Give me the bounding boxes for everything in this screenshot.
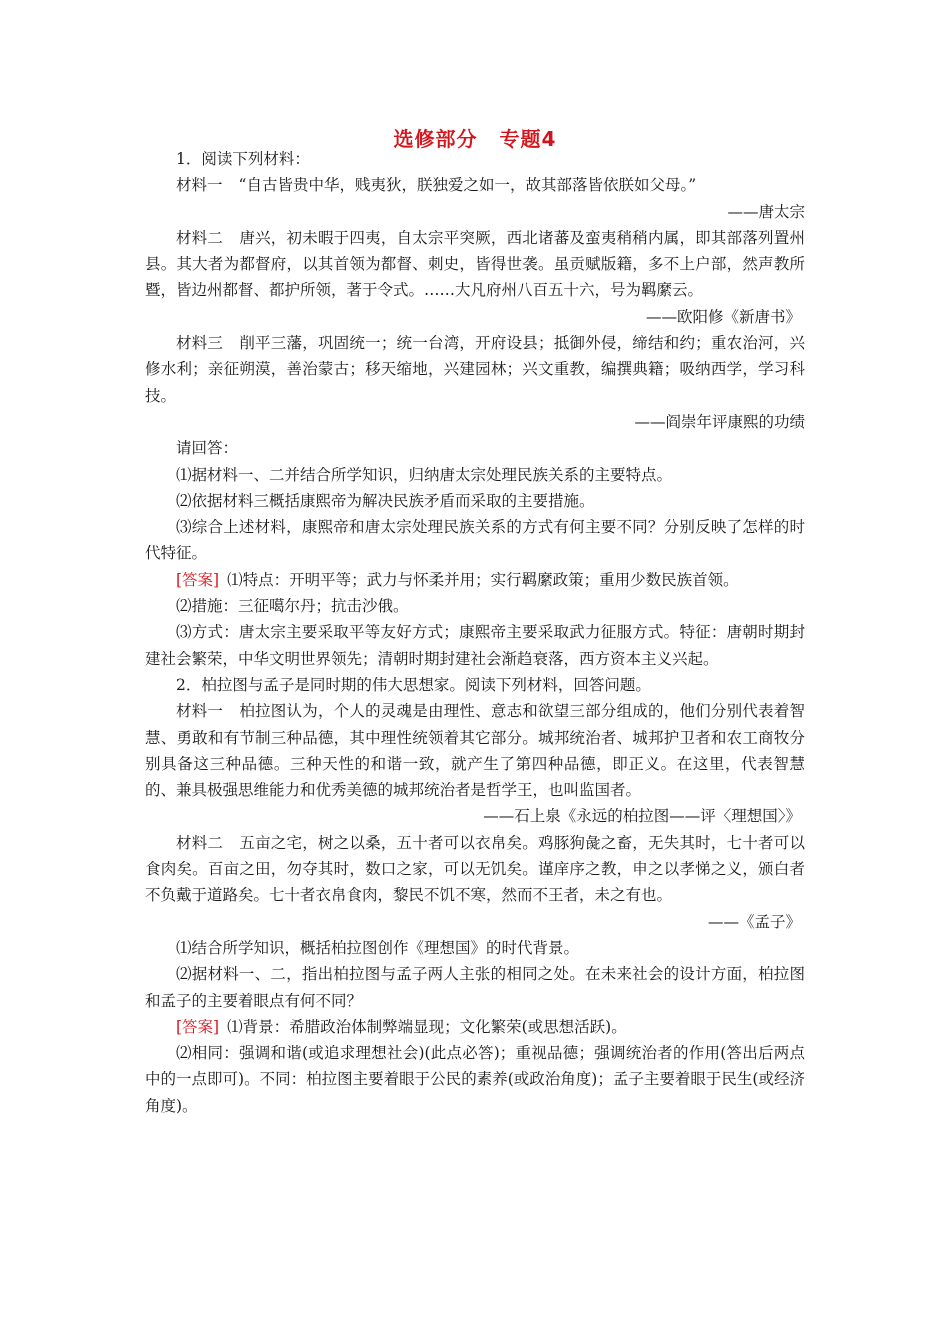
q2-answer-1 — [145, 1014, 805, 1040]
q2-m2-text: 五亩之宅，树之以桑，五十者可以衣帛矣。鸡豚狗彘之畜，无失其时，七十者可以食肉矣。百亩之田，勿夺其时，数口之家，可以无饥矣。谨庠序之教，申之以孝悌之义，颁白者不负戴于道路矣。七十者衣帛食肉，黎民不饥不寒，然而不王者，未之有也。 — [145, 833, 805, 905]
q2-m1-source: ——石上泉《永远的柏拉图——评〈理想国〉》 — [483, 807, 801, 826]
q1-answer-tag: [答案] — [176, 570, 220, 589]
q1-sub-1: ⑴据材料一、二并结合所学知识，归纳唐太宗处理民族关系的主要特点。 — [176, 465, 673, 484]
q1-material-1 — [145, 172, 805, 198]
title-topic: 专题4 — [499, 127, 557, 151]
q1-ans1-text: ⑴特点：开明平等；武力与怀柔并用；实行羁縻政策；重用少数民族首领。 — [227, 570, 739, 589]
q1-ask: 请回答： — [176, 439, 239, 458]
q2-ans1-text: ⑴背景：希腊政治体制弊端显现；文化繁荣(或思想活跃)。 — [227, 1017, 627, 1036]
q1-m1-label: 材料一 — [176, 176, 223, 195]
q1-answer-3: ⑶方式：唐太宗主要采取平等友好方式；康熙帝主要采取武力征服方式。特征：唐朝时期封建社会繁荣，中华文明世界领先；清朝时期封建社会渐趋衰落，西方资本主义兴起。 — [145, 623, 805, 668]
q2-answer-tag: [答案] — [176, 1017, 220, 1036]
q1-m3-label: 材料三 — [176, 334, 224, 353]
q2-material-1 — [145, 698, 805, 803]
title-part: 选修部分 — [393, 127, 478, 151]
q1-sub-3: ⑶综合上述材料，康熙帝和唐太宗处理民族关系的方式有何主要不同？分别反映了怎样的时代特征。 — [145, 518, 805, 563]
q2-stem: 2．柏拉图与孟子是同时期的伟大思想家。阅读下列材料，回答问题。 — [176, 675, 651, 694]
q2-sub-1: ⑴结合所学知识，概括柏拉图创作《理想国》的时代背景。 — [176, 938, 580, 957]
q2-m1-text: 柏拉图认为，个人的灵魂是由理性、意志和欲望三部分组成的，他们分别代表着智慧、勇敢和有节制三种品德，其中理性统领着其它部分。城邦统治者、城邦护卫者和农工商牧分别具备这三种品德。三种天性的和谐一致，就产生了第四种品德，即正义。在这里，代表智慧的、兼具极强思维能力和优秀美德的城邦统治者是哲学王，也叫监国者。 — [145, 702, 805, 800]
q1-answer-2: ⑵措施：三征噶尔丹；抗击沙俄。 — [176, 597, 409, 616]
q1-answer-1 — [145, 567, 805, 593]
q1-stem: 1．阅读下列材料： — [176, 150, 310, 168]
q1-sub-2: ⑵依据材料三概括康熙帝为解决民族矛盾而采取的主要措施。 — [176, 491, 595, 510]
q1-m2-label: 材料二 — [176, 228, 224, 247]
q1-m3-source: ——阎崇年评康熙的功绩 — [634, 412, 805, 431]
q2-material-2 — [145, 830, 805, 909]
q1-material-3 — [145, 330, 805, 409]
q2-m2-source: ——《孟子》 — [707, 912, 801, 931]
q1-m3-text: 削平三藩，巩固统一；统一台湾，开府设县；抵御外侵，缔结和约；重农治河，兴修水利；亲征朔漠，善治蒙古；移天缩地，兴建园林；兴文重教，编撰典籍；吸纳西学，学习科技。 — [145, 334, 805, 405]
q1-m1-text: “自古皆贵中华，贱夷狄，朕独爱之如一，故其部落皆依朕如父母。” — [238, 176, 697, 195]
q1-m1-source: ——唐太宗 — [727, 202, 805, 221]
q1-m2-source: ——欧阳修《新唐书》 — [645, 307, 801, 326]
q2-m1-label: 材料一 — [176, 702, 224, 721]
q1-m2-text: 唐兴，初未暇于四夷，自太宗平突厥，西北诸蕃及蛮夷稍稍内属，即其部落列置州县。其大者为都督府，以其首领为都督、刺史，皆得世袭。虽贡赋版籍，多不上户部，然声教所暨，皆边州都督、都护所领，著于令式。……大凡府州八百五十六，号为羁縻云。 — [145, 228, 805, 300]
q2-m2-label: 材料二 — [176, 833, 224, 852]
document-body — [145, 146, 805, 1119]
q2-answer-2: ⑵相同：强调和谐(或追求理想社会)(此点必答)；重视品德；强调统治者的作用(答出后两点中的一点即可)。不同：柏拉图主要着眼于公民的素养(或政治角度)；孟子主要着眼于民生(或经济角度)。 — [145, 1044, 805, 1115]
q2-sub-2: ⑵据材料一、二，指出柏拉图与孟子两人主张的相同之处。在未来社会的设计方面，柏拉图和孟子的主要着眼点有何不同？ — [145, 965, 805, 1010]
q1-material-2 — [145, 225, 805, 304]
